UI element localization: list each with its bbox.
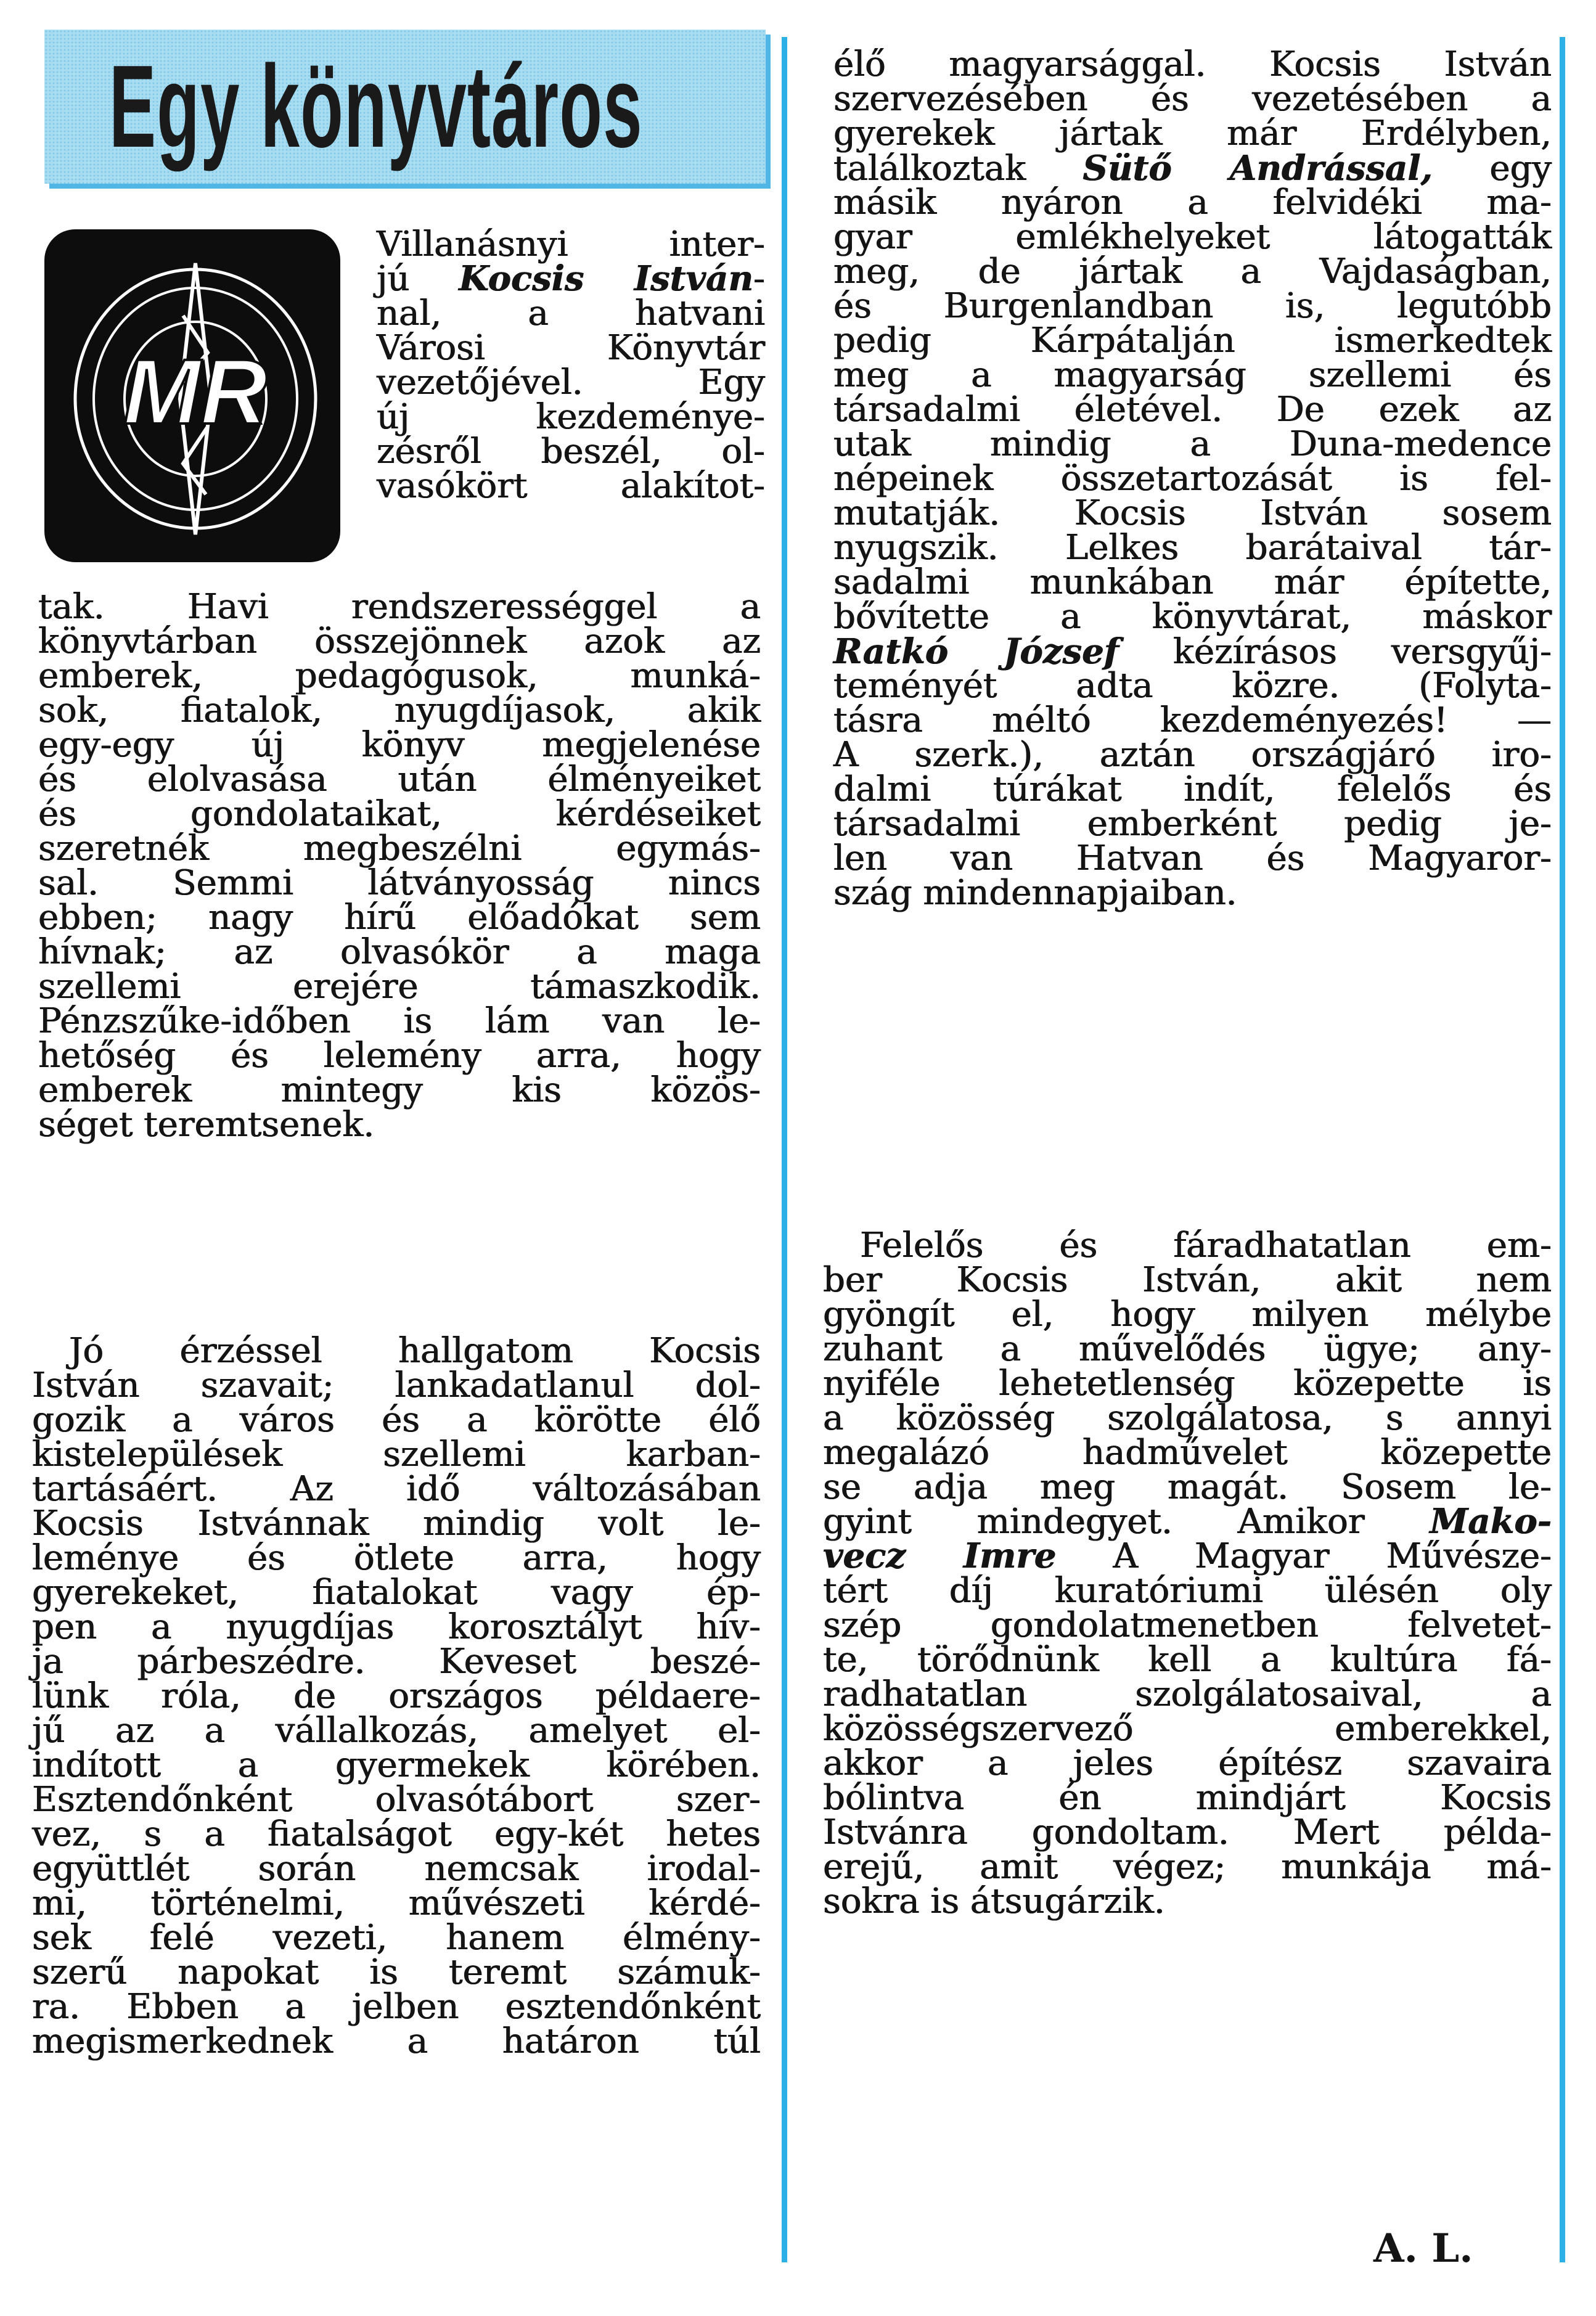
text-line <box>833 283 1552 326</box>
text-line <box>823 1807 1552 1852</box>
text-segment: népeinek összetartozását is fel- <box>833 459 1552 499</box>
text-segment: szép gondolatmenetben felvetet- <box>823 1605 1552 1645</box>
text-segment: dalmi túrákat indít, felelős és <box>833 769 1552 809</box>
left-column-paragraph-2 <box>32 1328 761 2061</box>
text-line <box>32 1950 761 1992</box>
text-segment: vezetőjével. Egy <box>377 362 765 403</box>
text-segment: mi, történelmi, művészeti kérdé- <box>32 1883 761 1923</box>
text-segment: gyint mindegyet. Amikor <box>823 1502 1430 1542</box>
text-segment: leménye és ötlete arra, hogy <box>32 1538 761 1578</box>
text-line <box>833 628 1552 672</box>
right-column-paragraph-1 <box>833 41 1552 913</box>
text-line <box>32 1432 761 1475</box>
text-segment: indított a gyermekek körében. <box>32 1745 761 1785</box>
text-segment: nyiféle lehetetlenség közepette is <box>823 1364 1552 1404</box>
text-line <box>38 1033 761 1076</box>
text-segment: Jó érzéssel hallgatom Kocsis <box>69 1331 761 1371</box>
name-emphasis: Sütő Andrással, <box>1082 148 1433 189</box>
text-line <box>377 395 765 437</box>
text-line <box>32 1846 761 1889</box>
intro-text <box>377 222 765 506</box>
text-segment: szág mindennapjaiban. <box>833 873 1237 913</box>
text-line <box>833 317 1552 361</box>
text-segment: Esztendőnként olvasótábort szer- <box>32 1780 761 1820</box>
text-line <box>823 1393 1552 1438</box>
text-segment: vasókört alakítot- <box>377 466 765 506</box>
text-segment: szellemi erejére támaszkodik. <box>38 967 761 1007</box>
text-segment: meg, de jártak a Vajdaságban, <box>833 252 1552 292</box>
text-line <box>823 1773 1552 1818</box>
text-segment: szeretnék megbeszélni egymás- <box>38 829 761 869</box>
text-segment: te, törődnünk kell a kultúra fá- <box>823 1640 1552 1680</box>
text-line <box>32 1674 761 1716</box>
text-line <box>32 1363 761 1406</box>
column-divider <box>782 37 787 2262</box>
text-segment: jű az a vállalkozás, amelyet el- <box>32 1711 761 1751</box>
text-line <box>833 387 1552 430</box>
text-segment: sokra is átsugárzik. <box>823 1881 1165 1921</box>
text-line <box>823 1704 1552 1749</box>
text-segment: találkoztak <box>833 149 1083 189</box>
text-line <box>38 619 761 661</box>
text-line <box>32 1984 761 2027</box>
text-segment: emberek mintegy kis közös- <box>38 1070 761 1110</box>
text-line <box>833 145 1552 189</box>
text-line <box>38 964 761 1007</box>
text-line <box>833 352 1552 395</box>
text-segment: megismerkednek a határon túl <box>32 2021 761 2061</box>
text-line <box>833 801 1552 844</box>
text-segment: gyerekek jártak már Erdélyben, <box>833 113 1552 153</box>
text-segment: séget teremtsenek. <box>38 1105 375 1145</box>
text-segment: gyerekeket, fiatalokat vagy ép- <box>32 1573 761 1613</box>
text-segment: gyar emlékhelyeket látogatták <box>833 217 1552 257</box>
text-line <box>833 110 1552 153</box>
left-column-paragraph-1 <box>38 584 761 1145</box>
text-line <box>833 76 1552 119</box>
text-line <box>833 835 1552 878</box>
text-segment: kistelepülések szellemi karban- <box>32 1434 761 1475</box>
text-line <box>833 214 1552 257</box>
text-segment: és Burgenlandban is, legutóbb <box>833 286 1552 326</box>
mr-logo <box>44 229 340 562</box>
text-segment: gyöngít el, hogy milyen mélybe <box>823 1295 1552 1335</box>
text-segment: mutatják. Kocsis István sosem <box>833 493 1552 533</box>
name-emphasis: Kocsis István <box>459 258 754 299</box>
text-segment: sal. Semmi látványosság nincs <box>38 863 761 903</box>
text-segment: István szavait; lankadatlanul dol- <box>32 1365 761 1406</box>
text-line <box>823 1566 1552 1611</box>
text-line <box>833 559 1552 602</box>
text-segment: Kocsis Istvánnak mindig volt le- <box>32 1504 761 1544</box>
text-segment: megalázó hadművelet közepette <box>823 1433 1552 1473</box>
text-line <box>833 732 1552 775</box>
name-emphasis: Mako- <box>1430 1501 1552 1542</box>
text-line <box>38 722 761 765</box>
text-segment: szerű napokat is teremt számuk- <box>32 1952 761 1992</box>
text-line <box>377 464 765 506</box>
text-segment: társadalmi emberként pedig je- <box>833 804 1552 844</box>
text-line <box>32 1467 761 1509</box>
text-segment: gozik a város és a körötte élő <box>32 1400 761 1440</box>
text-line <box>32 1708 761 1751</box>
text-line <box>833 663 1552 706</box>
text-segment: jú <box>377 259 459 299</box>
text-segment: pedig Kárpátalján ismerkedtek <box>833 321 1552 361</box>
text-line <box>377 291 765 333</box>
text-segment: nyugszik. Lelkes barátaival tár- <box>833 528 1552 568</box>
text-line <box>38 584 761 627</box>
text-line <box>823 1600 1552 1645</box>
text-line <box>823 1255 1552 1300</box>
text-line <box>377 429 765 472</box>
text-segment: erejű, amit végez; munkája má- <box>823 1847 1552 1887</box>
text-line <box>32 2019 761 2061</box>
text-segment: és gondolataikat, kérdéseiket <box>38 794 761 834</box>
text-line <box>38 999 761 1041</box>
text-segment: len van Hatvan és Magyaror- <box>833 838 1552 878</box>
text-segment: Felelős és fáradhatatlan em- <box>860 1226 1552 1266</box>
text-line <box>833 525 1552 568</box>
text-segment: hívnak; az olvasókör a maga <box>38 932 761 972</box>
text-line <box>32 1328 761 1371</box>
text-line <box>823 1738 1552 1783</box>
right-column-paragraph-2 <box>823 1221 1552 1921</box>
text-segment: pen a nyugdíjas korosztályt hív- <box>32 1607 761 1647</box>
text-segment: A Magyar Művésze- <box>1056 1536 1552 1576</box>
text-segment: egy <box>1433 149 1552 189</box>
text-segment: társadalmi életével. De ezek az <box>833 390 1552 430</box>
text-segment: emberek, pedagógusok, munká- <box>38 656 761 696</box>
text-line <box>38 792 761 834</box>
text-segment: Istvánra gondoltam. Mert példa- <box>823 1812 1552 1852</box>
text-segment: sadalmi munkában már építette, <box>833 562 1552 602</box>
name-emphasis: vecz Imre <box>823 1536 1057 1576</box>
text-line <box>823 1842 1552 1887</box>
text-line <box>32 1915 761 1958</box>
text-segment: Villanásnyi inter- <box>377 224 765 264</box>
text-line <box>32 1743 761 1785</box>
text-segment: másik nyáron a felvidéki ma- <box>833 182 1552 223</box>
text-segment: és elolvasása után élményeiket <box>38 759 761 800</box>
text-line <box>833 594 1552 637</box>
text-line <box>377 222 765 264</box>
text-line <box>32 1605 761 1647</box>
text-segment: nal, a hatvani <box>377 293 765 333</box>
headline: Egy könyvtáros <box>109 41 643 172</box>
text-segment: Városi Könyvtár <box>377 328 765 368</box>
text-line <box>833 490 1552 533</box>
text-line <box>823 1359 1552 1404</box>
text-segment: - <box>753 259 765 299</box>
text-segment: hetőség és lelemény arra, hogy <box>38 1036 761 1076</box>
text-line <box>38 895 761 938</box>
text-line <box>32 1777 761 1820</box>
text-line <box>823 1324 1552 1369</box>
text-segment: együttlét során nemcsak irodal- <box>32 1849 761 1889</box>
text-segment: tak. Havi rendszerességgel a <box>38 587 761 627</box>
text-segment: kézírásos versgyűj- <box>1118 632 1552 672</box>
text-line <box>32 1639 761 1682</box>
text-segment: tartásáért. Az idő változásában <box>32 1469 761 1509</box>
text-segment: akkor a jeles építész szavaira <box>823 1743 1552 1783</box>
text-line <box>38 1068 761 1110</box>
text-segment: lünk róla, de országos példaere- <box>32 1676 761 1716</box>
text-segment: zésről beszél, ol- <box>377 432 765 472</box>
right-border <box>1560 37 1565 2262</box>
headline-banner <box>44 30 766 184</box>
text-segment: A szerk.), aztán országjáró iro- <box>833 735 1552 775</box>
text-line <box>38 826 761 869</box>
text-segment: ebben; nagy hírű előadókat sem <box>38 898 761 938</box>
text-segment: ber Kocsis István, akit nem <box>823 1260 1552 1300</box>
text-segment: ra. Ebben a jelben esztendőnként <box>32 1987 761 2027</box>
radio-globe-logo-icon <box>44 229 340 562</box>
text-segment: zuhant a művelődés ügye; any- <box>823 1329 1552 1369</box>
text-segment: tásra méltó kezdeményezés! — <box>833 700 1552 740</box>
text-line <box>38 757 761 800</box>
text-segment: bólintva én mindjárt Kocsis <box>823 1778 1552 1818</box>
text-line <box>823 1635 1552 1680</box>
text-line <box>833 456 1552 499</box>
text-segment: se adja meg magát. Sosem le- <box>823 1467 1552 1507</box>
text-segment: könyvtárban összejönnek azok az <box>38 621 761 661</box>
text-line <box>38 930 761 972</box>
text-line <box>823 1221 1552 1266</box>
text-segment: bővítette a könyvtárat, máskor <box>833 597 1552 637</box>
text-segment: sok, fiatalok, nyugdíjasok, akik <box>38 690 761 730</box>
text-segment: radhatatlan szolgálatosaival, a <box>823 1674 1552 1714</box>
text-segment: sek felé vezeti, hanem élmény- <box>32 1918 761 1958</box>
text-line <box>38 653 761 696</box>
text-line <box>377 360 765 403</box>
text-line <box>833 697 1552 740</box>
text-line <box>32 1536 761 1578</box>
text-line <box>377 325 765 368</box>
text-segment: a közösség szolgálatosa, s annyi <box>823 1398 1552 1438</box>
text-segment: meg a magyarság szellemi és <box>833 355 1552 395</box>
text-segment: szervezésében és vezetésében a <box>833 79 1552 119</box>
name-emphasis: Ratkó József <box>833 631 1119 672</box>
text-line <box>32 1570 761 1613</box>
text-line <box>32 1812 761 1854</box>
text-line <box>833 179 1552 223</box>
author-signature: A. L. <box>1373 2225 1473 2272</box>
text-line <box>32 1881 761 1923</box>
text-segment: közösségszervező emberekkel, <box>823 1709 1552 1749</box>
text-line <box>833 248 1552 292</box>
text-line <box>833 766 1552 809</box>
text-line <box>32 1397 761 1440</box>
text-line <box>823 1669 1552 1714</box>
text-line <box>38 688 761 730</box>
text-segment: új kezdeménye- <box>377 397 765 437</box>
text-line <box>32 1501 761 1544</box>
text-line <box>823 1462 1552 1507</box>
text-segment: Pénzszűke-időben is lám van le- <box>38 1001 761 1041</box>
text-segment: tért díj kuratóriumi ülésén oly <box>823 1571 1552 1611</box>
text-line <box>823 1497 1552 1542</box>
text-line <box>38 861 761 903</box>
text-line <box>833 41 1552 84</box>
text-line <box>823 1531 1552 1576</box>
text-line <box>823 1290 1552 1335</box>
text-line <box>377 256 765 299</box>
text-segment: utak mindig a Duna-medence <box>833 424 1552 464</box>
text-segment: ja párbeszédre. Keveset beszé- <box>32 1642 761 1682</box>
text-line <box>823 1428 1552 1473</box>
text-segment: teményét adta közre. (Folyta- <box>833 666 1552 706</box>
text-segment: élő magyarsággal. Kocsis István <box>833 44 1552 84</box>
text-segment: vez, s a fiatalságot egy-két hetes <box>32 1814 761 1854</box>
logo-letters: MR <box>123 340 268 443</box>
text-segment: egy-egy új könyv megjelenése <box>38 725 761 765</box>
text-line <box>833 421 1552 464</box>
